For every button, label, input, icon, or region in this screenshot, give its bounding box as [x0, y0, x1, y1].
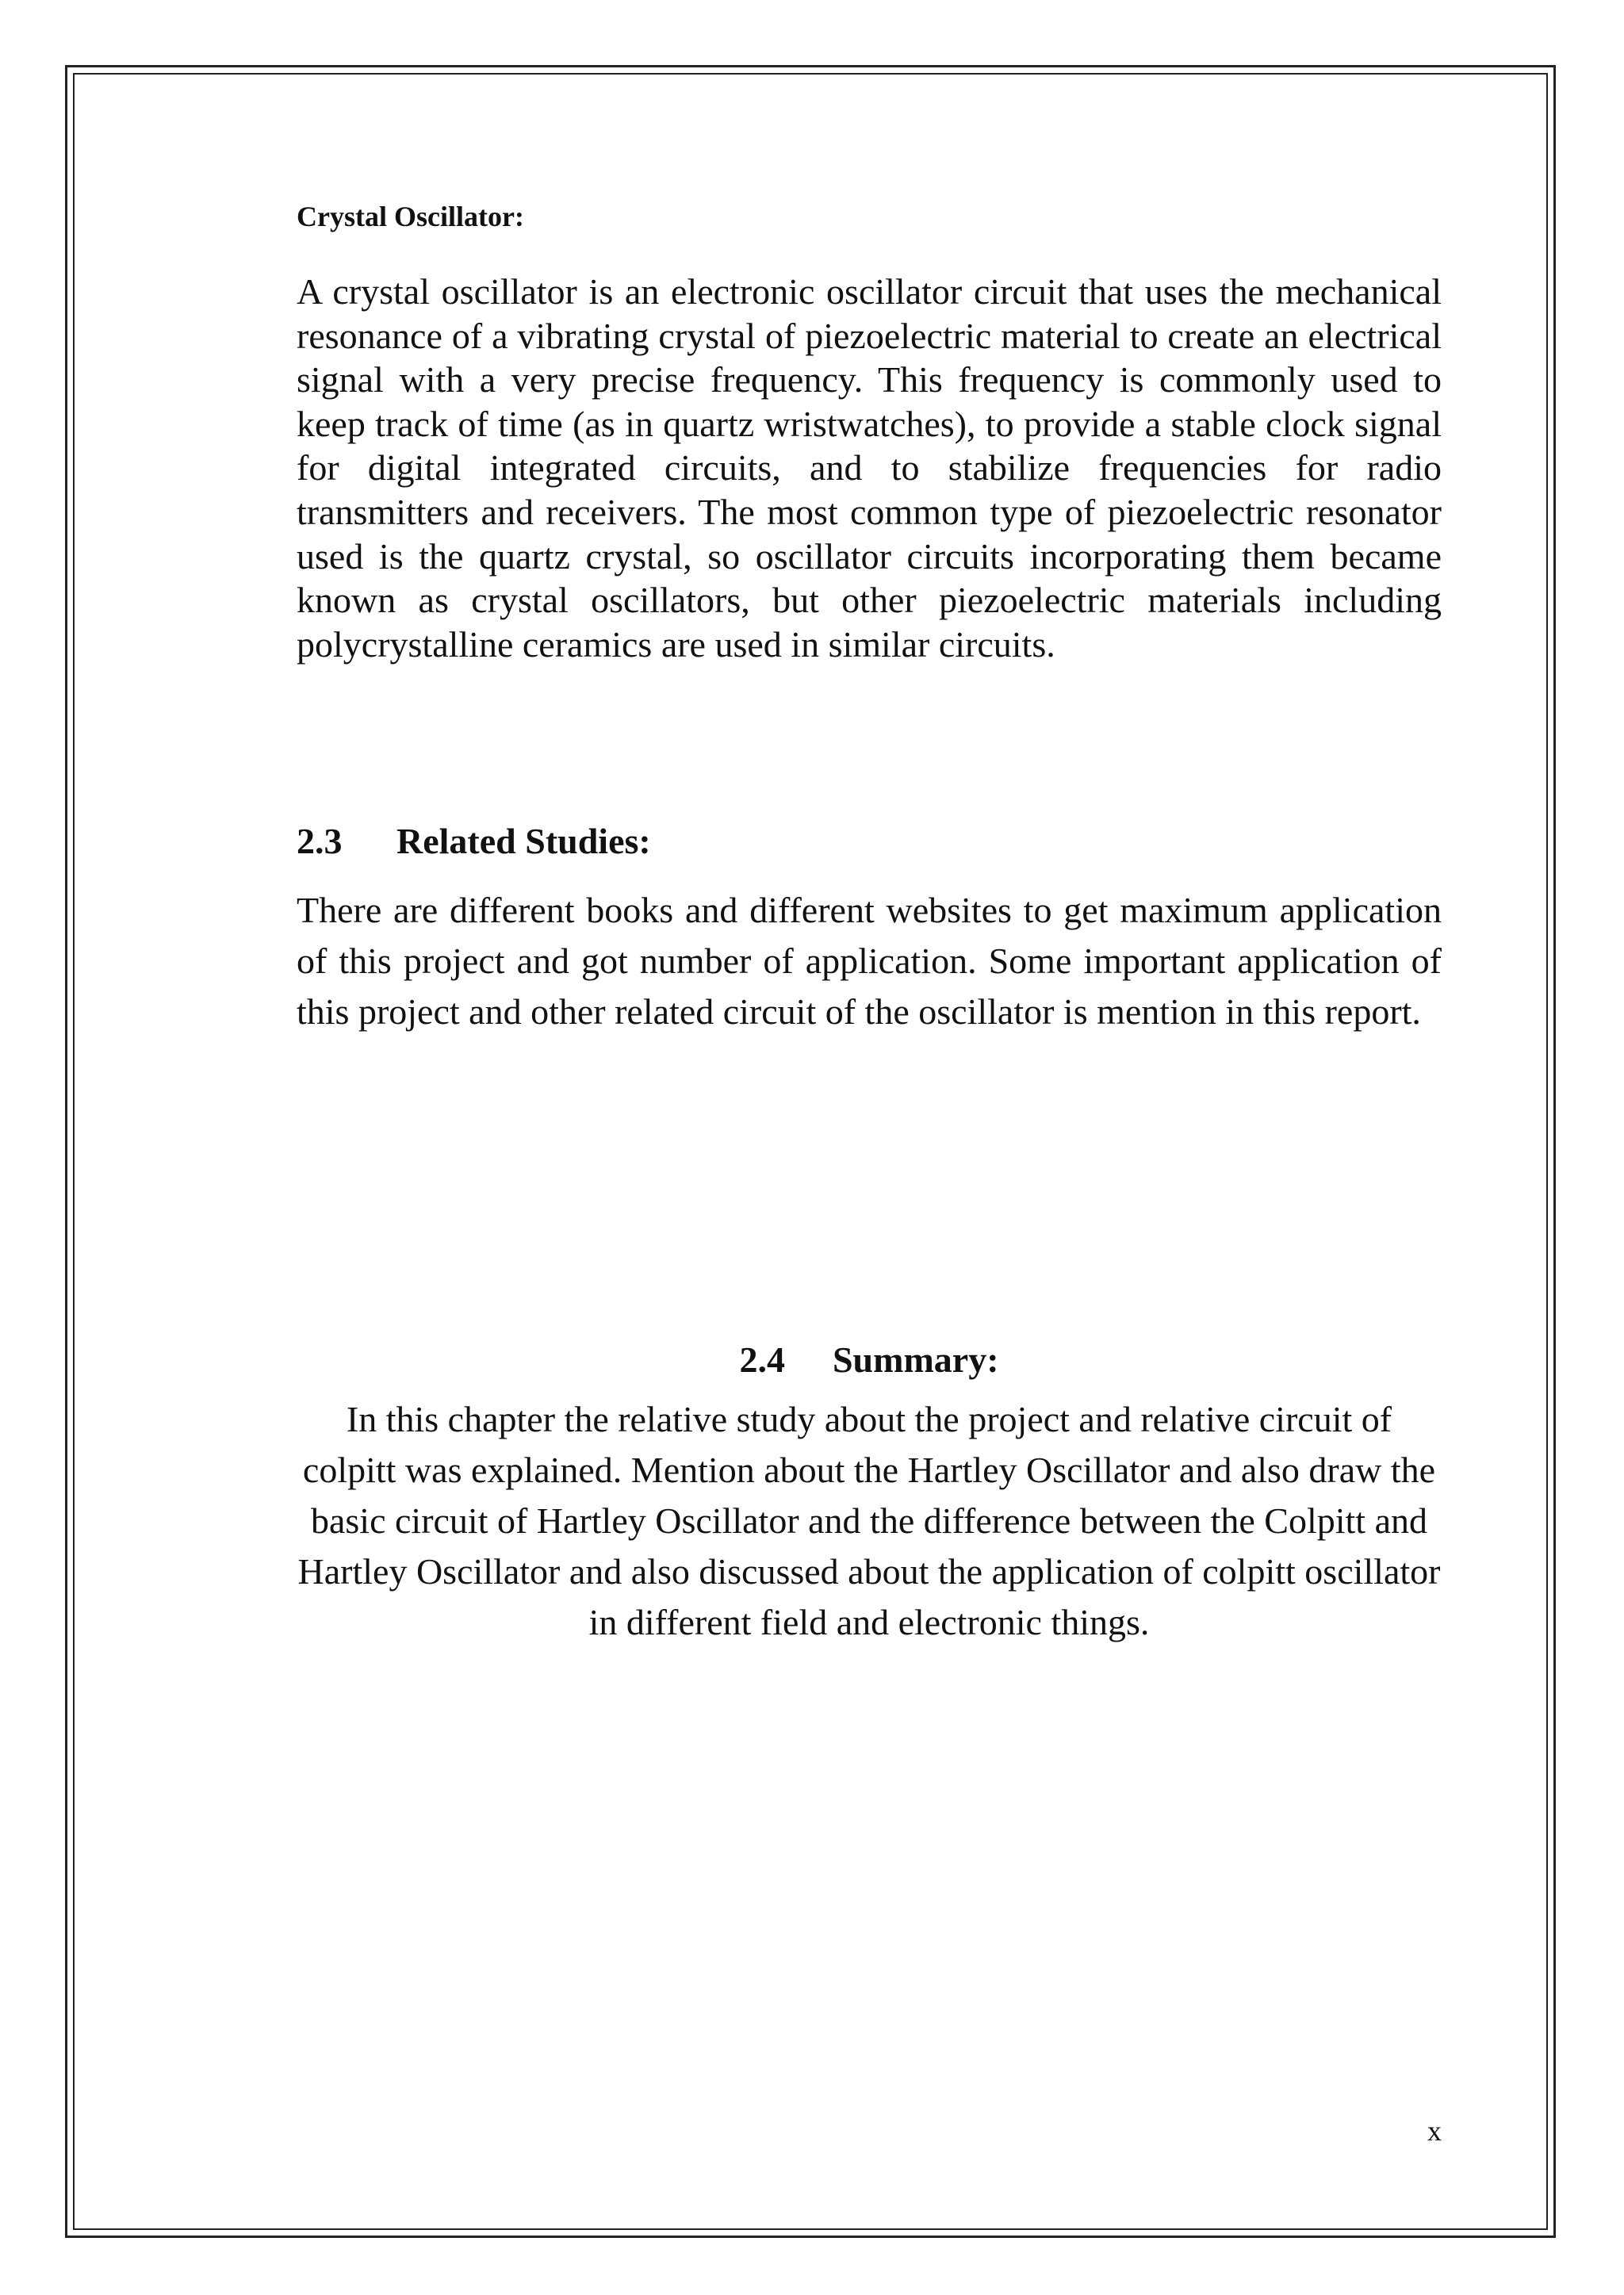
summary-heading	[297, 1339, 1442, 1381]
crystal-oscillator-paragraph: A crystal oscillator is an electronic oscillator circuit that uses the mechanical resonance of a vibrating crystal of piezoelectric material to create an electrical signal with a very precise frequency. This frequency is commonly used to keep track of time (as in quartz wristwatches), to provide a stable clock signal for digital integrated circuits, and to stabilize frequencies for radio transmitters and receivers. The most common type of piezoelectric resonator used is the quartz crystal, so oscillator circuits incorporating them became known as crystal oscillators, but other piezoelectric materials including polycrystalline ceramics are used in similar circuits.	[297, 271, 1442, 665]
related-studies-title: Related Studies:	[396, 821, 651, 861]
summary-number: 2.4	[739, 1339, 785, 1380]
summary-title: Summary:	[832, 1339, 999, 1380]
crystal-oscillator-heading: Crystal Oscillator:	[297, 201, 524, 232]
summary-paragraph: In this chapter the relative study about the project and relative circuit of colpitt was explained. Mention about the Hartley Oscillator and also draw the basic circuit of Hartley Oscillator and the difference between the Colpitt and Hartley Oscillator and also discussed about the application of colpitt oscillator in different field and electronic things.	[297, 1399, 1441, 1642]
related-studies-heading	[297, 820, 651, 862]
related-studies-number: 2.3	[297, 821, 343, 861]
related-studies-paragraph: There are different books and different websites to get maximum application of this project and got number of application. Some important application of this project and other related circuit of the oscillator is mention in this report.	[297, 890, 1442, 1032]
page-number: x	[1427, 2115, 1442, 2147]
